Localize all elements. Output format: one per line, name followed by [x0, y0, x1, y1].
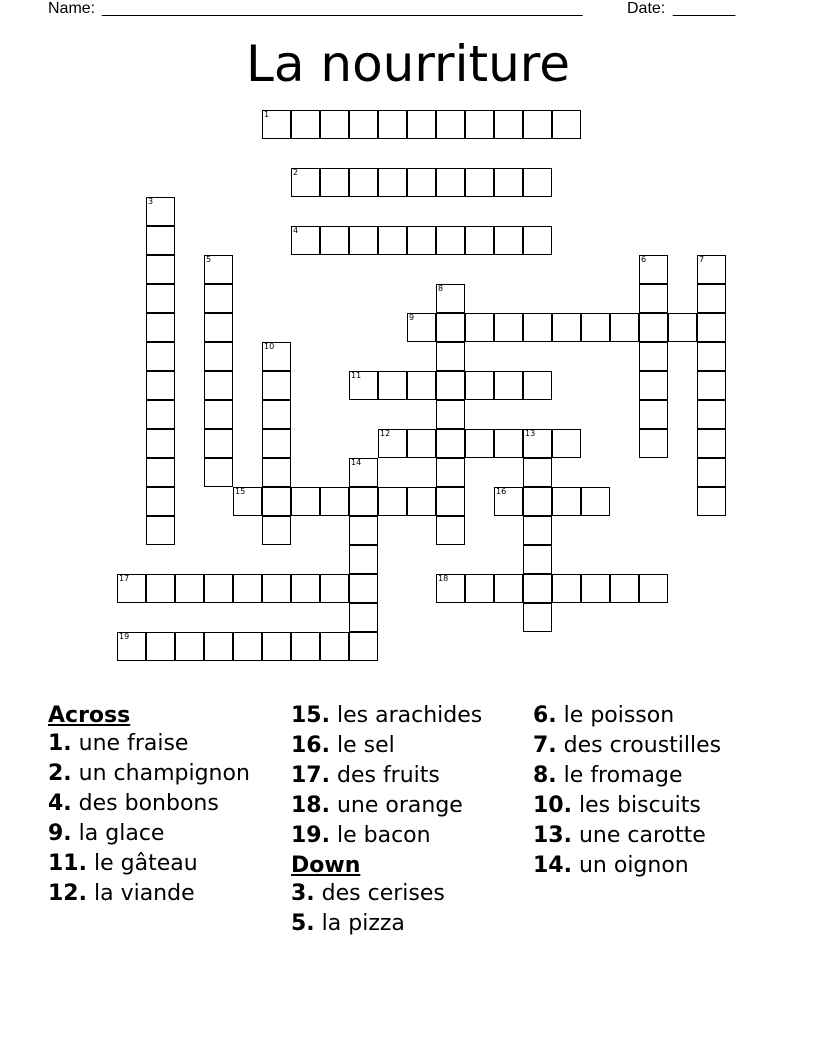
- clue-across-item: 15. les arachides: [291, 703, 483, 728]
- crossword-cell[interactable]: [146, 574, 175, 603]
- crossword-cell[interactable]: [291, 110, 320, 139]
- crossword-cell[interactable]: [378, 110, 407, 139]
- crossword-cell[interactable]: [291, 574, 320, 603]
- crossword-cell[interactable]: [291, 632, 320, 661]
- crossword-cell[interactable]: [407, 168, 436, 197]
- crossword-cell[interactable]: [465, 313, 494, 342]
- worksheet-header: [0, 0, 816, 20]
- crossword-cell[interactable]: [436, 342, 465, 371]
- name-label: Name:: [48, 0, 96, 17]
- crossword-cell[interactable]: [610, 313, 639, 342]
- clue-down-item: 5. la pizza: [291, 911, 405, 936]
- crossword-cell[interactable]: [697, 458, 726, 487]
- crossword-cell[interactable]: [204, 574, 233, 603]
- crossword-cell[interactable]: [465, 371, 494, 400]
- crossword-cell[interactable]: [204, 458, 233, 487]
- crossword-cell[interactable]: [204, 371, 233, 400]
- crossword-cell[interactable]: [523, 168, 552, 197]
- crossword-cell[interactable]: [349, 226, 378, 255]
- crossword-cell[interactable]: [552, 429, 581, 458]
- crossword-cell[interactable]: [523, 429, 552, 458]
- crossword-cell[interactable]: [204, 342, 233, 371]
- crossword-cell[interactable]: [465, 574, 494, 603]
- crossword-cell[interactable]: [697, 284, 726, 313]
- crossword-cell[interactable]: [146, 487, 175, 516]
- crossword-cell[interactable]: [117, 632, 146, 661]
- crossword-cell[interactable]: [378, 168, 407, 197]
- crossword-cell[interactable]: [436, 110, 465, 139]
- crossword-cell[interactable]: [523, 226, 552, 255]
- clue-number-label: 5: [206, 255, 212, 264]
- date-label: Date:: [627, 0, 666, 17]
- crossword-cell[interactable]: [349, 603, 378, 632]
- crossword-cell[interactable]: [639, 313, 668, 342]
- crossword-cell[interactable]: [494, 313, 523, 342]
- crossword-cell[interactable]: [378, 429, 407, 458]
- crossword-cell[interactable]: [320, 110, 349, 139]
- clue-column-2: [291, 703, 526, 941]
- crossword-cell[interactable]: [436, 487, 465, 516]
- clue-number-label: 6: [641, 255, 647, 264]
- crossword-cell[interactable]: [204, 284, 233, 313]
- clue-column-1: [48, 703, 283, 911]
- crossword-cell[interactable]: [639, 574, 668, 603]
- crossword-cell[interactable]: [523, 487, 552, 516]
- crossword-cell[interactable]: [523, 313, 552, 342]
- crossword-cell[interactable]: [697, 255, 726, 284]
- crossword-cell[interactable]: [639, 429, 668, 458]
- crossword-cell[interactable]: [552, 110, 581, 139]
- clue-number-label: 7: [699, 255, 705, 264]
- crossword-cell[interactable]: [146, 313, 175, 342]
- crossword-cell[interactable]: [146, 226, 175, 255]
- clue-number-label: 10: [264, 342, 275, 351]
- crossword-cell[interactable]: [175, 632, 204, 661]
- crossword-cell[interactable]: [465, 168, 494, 197]
- clue-number-label: 17: [119, 574, 130, 583]
- clue-column-3: [533, 703, 768, 883]
- clue-down-item: 3. des cerises: [291, 881, 445, 906]
- clue-down-item: 8. le fromage: [533, 763, 683, 788]
- crossword-cell[interactable]: [552, 574, 581, 603]
- crossword-cell[interactable]: [494, 168, 523, 197]
- crossword-cell[interactable]: [146, 458, 175, 487]
- crossword-cell[interactable]: [639, 284, 668, 313]
- crossword-cell[interactable]: [407, 110, 436, 139]
- crossword-cell[interactable]: [117, 574, 146, 603]
- crossword-cell[interactable]: [262, 342, 291, 371]
- crossword-cell[interactable]: [465, 110, 494, 139]
- crossword-cell[interactable]: [610, 574, 639, 603]
- crossword-cell[interactable]: [552, 487, 581, 516]
- clue-number-label: 9: [409, 313, 415, 322]
- crossword-cell[interactable]: [436, 516, 465, 545]
- crossword-cell[interactable]: [523, 516, 552, 545]
- crossword-cell[interactable]: [349, 458, 378, 487]
- clue-number-label: 13: [525, 429, 536, 438]
- crossword-cell[interactable]: [523, 110, 552, 139]
- crossword-cell[interactable]: [523, 545, 552, 574]
- crossword-cell[interactable]: [494, 574, 523, 603]
- crossword-cell[interactable]: [204, 313, 233, 342]
- crossword-cell[interactable]: [146, 284, 175, 313]
- crossword-cell[interactable]: [146, 429, 175, 458]
- crossword-cell[interactable]: [349, 110, 378, 139]
- clue-across-item: 18. une orange: [291, 793, 463, 818]
- crossword-cell[interactable]: [233, 574, 262, 603]
- crossword-cell[interactable]: [581, 574, 610, 603]
- crossword-cell[interactable]: [349, 545, 378, 574]
- crossword-cell[interactable]: [436, 458, 465, 487]
- clue-number-label: 8: [438, 284, 444, 293]
- crossword-cell[interactable]: [146, 255, 175, 284]
- crossword-cell[interactable]: [349, 632, 378, 661]
- clue-across-item: 4. des bonbons: [48, 791, 219, 816]
- clue-down-item: 6. le poisson: [533, 703, 675, 728]
- crossword-cell[interactable]: [262, 371, 291, 400]
- clue-across-item: 12. la viande: [48, 881, 195, 906]
- down-heading: Down: [291, 853, 361, 878]
- crossword-cell[interactable]: [291, 168, 320, 197]
- clue-number-label: 19: [119, 632, 130, 641]
- crossword-cell[interactable]: [407, 371, 436, 400]
- crossword-cell[interactable]: [262, 574, 291, 603]
- crossword-cell[interactable]: [146, 400, 175, 429]
- crossword-cell[interactable]: [436, 574, 465, 603]
- crossword-cell[interactable]: [494, 110, 523, 139]
- crossword-cell[interactable]: [436, 313, 465, 342]
- crossword-cell[interactable]: [204, 429, 233, 458]
- crossword-cell[interactable]: [436, 168, 465, 197]
- crossword-cell[interactable]: [552, 313, 581, 342]
- clue-number-label: 11: [351, 371, 362, 380]
- crossword-cell[interactable]: [639, 255, 668, 284]
- crossword-cell[interactable]: [262, 110, 291, 139]
- crossword-cell[interactable]: [494, 429, 523, 458]
- crossword-cell[interactable]: [262, 487, 291, 516]
- crossword-cell[interactable]: [349, 574, 378, 603]
- crossword-cell[interactable]: [494, 226, 523, 255]
- clue-across-item: 1. une fraise: [48, 731, 189, 756]
- crossword-cell[interactable]: [697, 371, 726, 400]
- clue-number-label: 3: [148, 197, 154, 206]
- crossword-cell[interactable]: [436, 371, 465, 400]
- crossword-cell[interactable]: [436, 226, 465, 255]
- crossword-cell[interactable]: [146, 371, 175, 400]
- crossword-cell[interactable]: [407, 313, 436, 342]
- crossword-cell[interactable]: [581, 487, 610, 516]
- crossword-cell[interactable]: [407, 429, 436, 458]
- crossword-cell[interactable]: [697, 342, 726, 371]
- crossword-cell[interactable]: [262, 429, 291, 458]
- crossword-cell[interactable]: [262, 458, 291, 487]
- crossword-cell[interactable]: [320, 168, 349, 197]
- crossword-cell[interactable]: [378, 371, 407, 400]
- crossword-cell[interactable]: [378, 226, 407, 255]
- crossword-cell[interactable]: [436, 284, 465, 313]
- crossword-cell[interactable]: [697, 429, 726, 458]
- clue-number-label: 14: [351, 458, 362, 467]
- crossword-cell[interactable]: [581, 313, 610, 342]
- clue-number-label: 4: [293, 226, 299, 235]
- clue-number-label: 2: [293, 168, 299, 177]
- crossword-cell[interactable]: [204, 400, 233, 429]
- crossword-cell[interactable]: [262, 516, 291, 545]
- crossword-cell[interactable]: [175, 574, 204, 603]
- crossword-cell[interactable]: [436, 429, 465, 458]
- crossword-cell[interactable]: [233, 487, 262, 516]
- crossword-cell[interactable]: [204, 255, 233, 284]
- name-field[interactable]: ______________________________________________________: [102, 0, 583, 17]
- clue-across-item: 17. des fruits: [291, 763, 440, 788]
- clue-across-item: 19. le bacon: [291, 823, 431, 848]
- clue-down-item: 13. une carotte: [533, 823, 706, 848]
- clue-number-label: 15: [235, 487, 246, 496]
- crossword-cell[interactable]: [523, 574, 552, 603]
- crossword-cell[interactable]: [523, 458, 552, 487]
- clue-across-item: 16. le sel: [291, 733, 395, 758]
- crossword-cell[interactable]: [349, 168, 378, 197]
- crossword-cell[interactable]: [639, 342, 668, 371]
- clue-down-item: 14. un oignon: [533, 853, 689, 878]
- crossword-cell[interactable]: [697, 400, 726, 429]
- crossword-cell[interactable]: [146, 197, 175, 226]
- crossword-cell[interactable]: [639, 400, 668, 429]
- crossword-cell[interactable]: [146, 632, 175, 661]
- clue-down-item: 7. des croustilles: [533, 733, 722, 758]
- crossword-cell[interactable]: [146, 516, 175, 545]
- crossword-cell[interactable]: [639, 371, 668, 400]
- crossword-cell[interactable]: [668, 313, 697, 342]
- crossword-cell[interactable]: [320, 632, 349, 661]
- clue-across-item: 9. la glace: [48, 821, 165, 846]
- crossword-cell[interactable]: [233, 632, 262, 661]
- crossword-cell[interactable]: [697, 313, 726, 342]
- crossword-cell[interactable]: [494, 371, 523, 400]
- crossword-cell[interactable]: [436, 400, 465, 429]
- clue-number-label: 1: [264, 110, 270, 119]
- crossword-cell[interactable]: [349, 516, 378, 545]
- crossword-cell[interactable]: [320, 574, 349, 603]
- crossword-cell[interactable]: [523, 603, 552, 632]
- crossword-cell[interactable]: [465, 429, 494, 458]
- across-heading: Across: [48, 703, 131, 728]
- crossword-cell[interactable]: [378, 487, 407, 516]
- crossword-cell[interactable]: [291, 226, 320, 255]
- crossword-cell[interactable]: [146, 342, 175, 371]
- crossword-cell[interactable]: [204, 632, 233, 661]
- clue-number-label: 12: [380, 429, 391, 438]
- clue-across-item: 2. un champignon: [48, 761, 250, 786]
- crossword-cell[interactable]: [407, 487, 436, 516]
- clue-down-item: 10. les biscuits: [533, 793, 701, 818]
- crossword-cell[interactable]: [407, 226, 436, 255]
- crossword-cell[interactable]: [262, 632, 291, 661]
- crossword-cell[interactable]: [697, 487, 726, 516]
- date-field[interactable]: _______: [673, 0, 736, 17]
- clue-number-label: 16: [496, 487, 507, 496]
- crossword-cell[interactable]: [291, 487, 320, 516]
- clue-number-label: 18: [438, 574, 449, 583]
- crossword-cell[interactable]: [320, 487, 349, 516]
- crossword-cell[interactable]: [349, 371, 378, 400]
- clue-across-item: 11. le gâteau: [48, 851, 198, 876]
- crossword-cell[interactable]: [262, 400, 291, 429]
- crossword-cell[interactable]: [523, 371, 552, 400]
- crossword-cell[interactable]: [320, 226, 349, 255]
- crossword-cell[interactable]: [465, 226, 494, 255]
- crossword-cell[interactable]: [349, 487, 378, 516]
- crossword-cell[interactable]: [494, 487, 523, 516]
- page-title: La nourriture: [246, 35, 570, 93]
